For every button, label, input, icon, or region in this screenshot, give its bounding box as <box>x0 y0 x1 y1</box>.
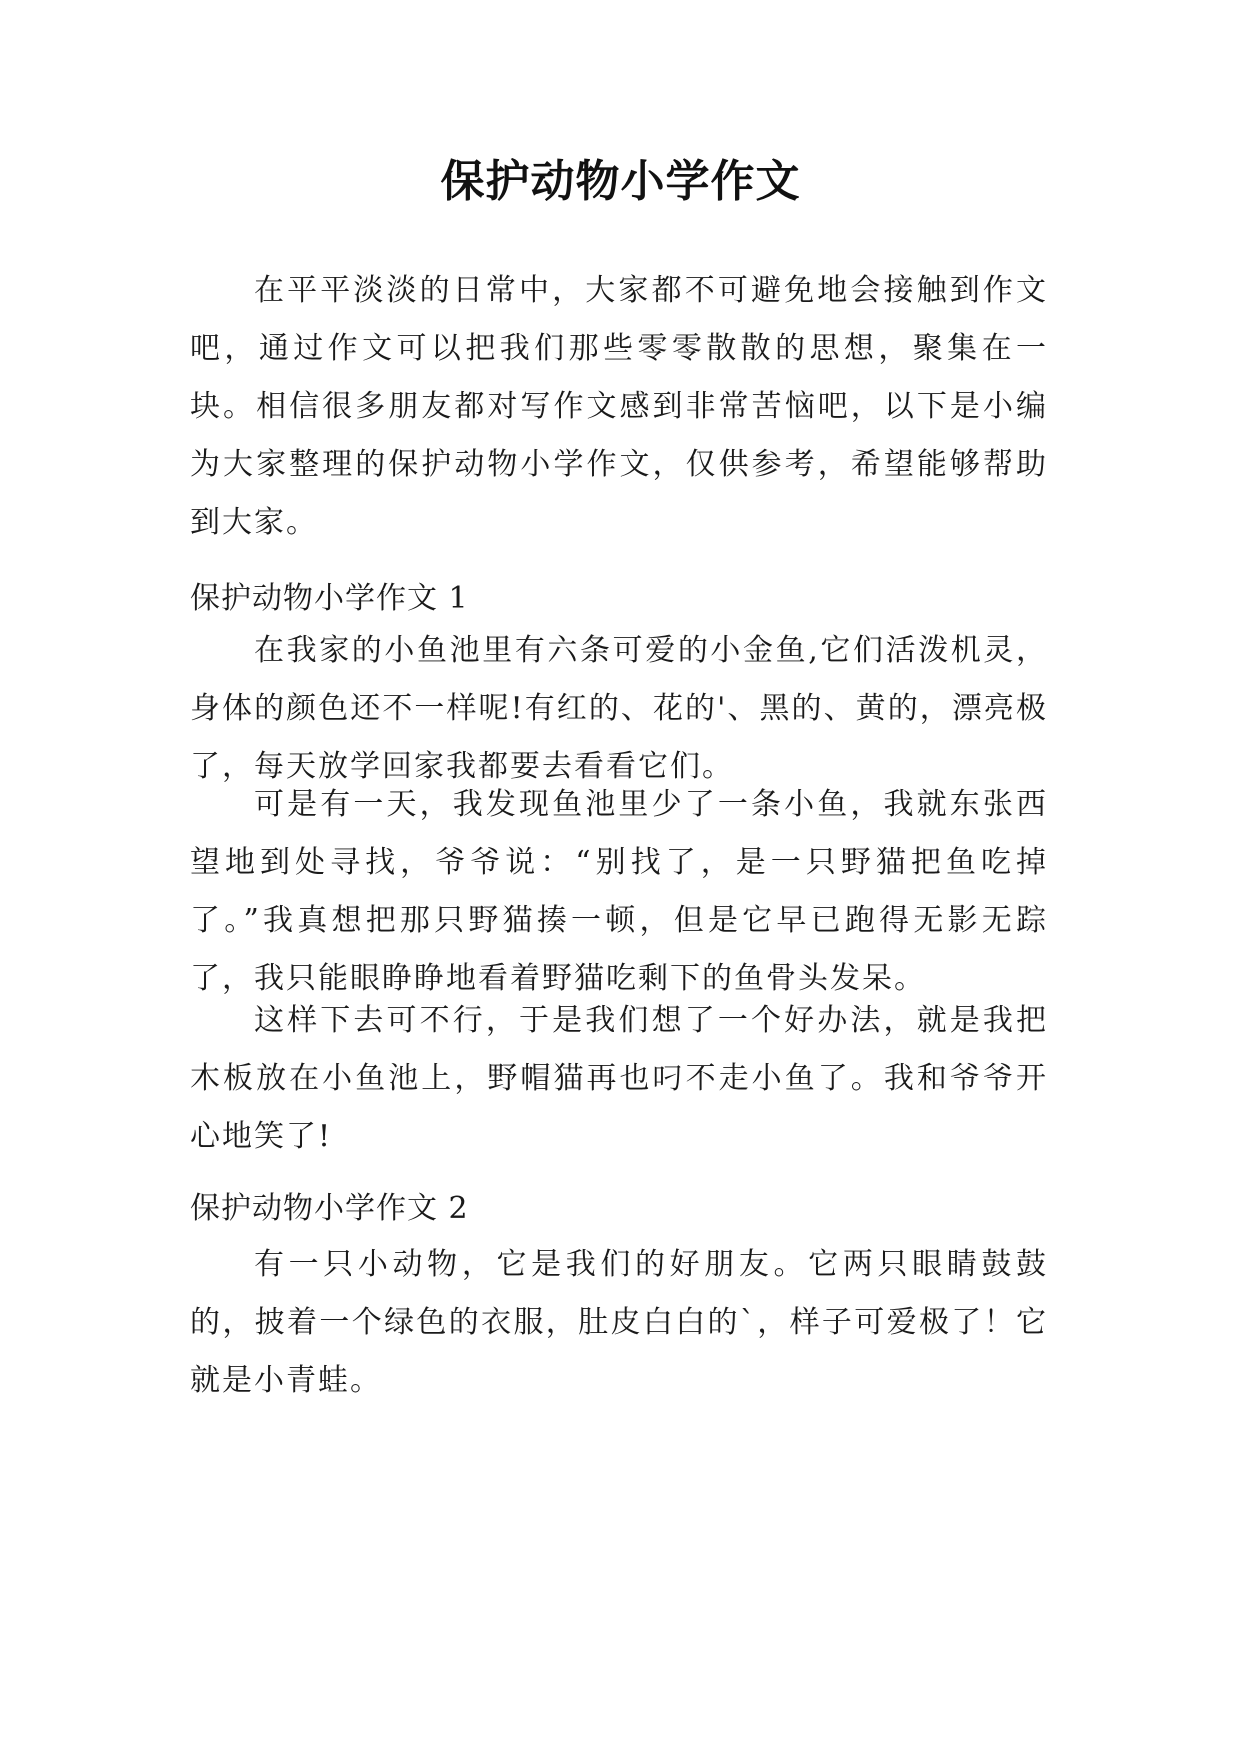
section-2-paragraph-1: 有一只小动物，它是我们的好朋友。它两只眼睛鼓鼓的，披着一个绿色的衣服，肚皮白白的`，样子可爱极了！它就是小青蛙。 <box>190 1247 1048 1398</box>
document-title: 保护动物小学作文 <box>440 156 801 207</box>
section-1-paragraph-1: 在我家的小鱼池里有六条可爱的小金鱼,它们活泼机灵，身体的颜色还不一样呢!有红的、花的'、黑的、黄的，漂亮极了，每天放学回家我都要去看看它们。 <box>190 633 1048 784</box>
section-1-heading: 保护动物小学作文 1 <box>190 581 469 616</box>
section-1-paragraph-3: 这样下去可不行，于是我们想了一个好办法，就是我把木板放在小鱼池上，野帽猫再也叼不走小鱼了。我和爷爷开心地笑了! <box>190 1003 1048 1154</box>
section-1-paragraph-2: 可是有一天，我发现鱼池里少了一条小鱼，我就东张西望地到处寻找，爷爷说：“别找了，是一只野猫把鱼吃掉了。”我真想把那只野猫揍一顿，但是它早已跑得无影无踪了，我只能眼睁睁地看着野猫吃剩下的鱼骨头发呆。 <box>190 787 1048 996</box>
intro-paragraph: 在平平淡淡的日常中，大家都不可避免地会接触到作文吧，通过作文可以把我们那些零零散散的思想，聚集在一块。相信很多朋友都对写作文感到非常苦恼吧，以下是小编为大家整理的保护动物小学作文，仅供参考，希望能够帮助到大家。 <box>190 273 1048 540</box>
section-2-heading: 保护动物小学作文 2 <box>190 1191 469 1226</box>
